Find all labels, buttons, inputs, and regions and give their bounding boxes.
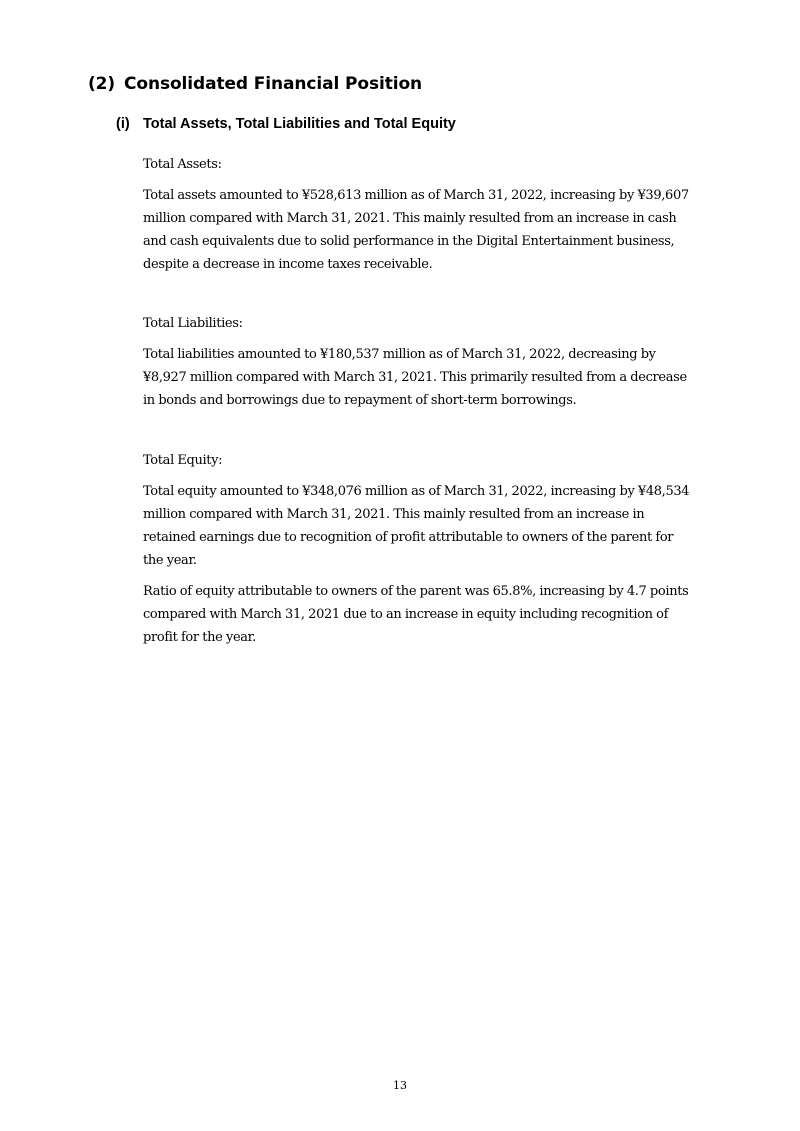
subsection-title: Total Assets, Total Liabilities and Total Equity — [143, 116, 456, 132]
total-liabilities-paragraph: Total liabilities amounted to ¥180,537 million as of March 31, 2022, decreasing by ¥8,927 million compared with March 31, 2021. This primarily resulted from a decrease in bonds and borrowings due to repayment of short-term borrowings. — [143, 347, 687, 408]
total-equity-paragraph: Total equity amounted to ¥348,076 million as of March 31, 2022, increasing by ¥48,534 million compared with March 31, 2021. This mainly resulted from an increase in retained earnings due to recognition of profit attributable to owners of the parent for the year. — [143, 484, 690, 568]
subsection-heading — [116, 116, 456, 132]
total-equity-section — [143, 449, 693, 649]
total-liabilities-label: Total Liabilities: — [143, 316, 243, 331]
total-equity-label: Total Equity: — [143, 453, 223, 468]
total-assets-label: Total Assets: — [143, 157, 222, 172]
total-liabilities-section — [143, 312, 693, 412]
total-assets-section — [143, 153, 693, 276]
section-heading — [88, 74, 422, 94]
subsection-number: (i) — [116, 116, 130, 132]
section-title: Consolidated Financial Position — [124, 74, 423, 94]
page-number: 13 — [393, 1079, 407, 1092]
section-number: (2) — [88, 74, 116, 94]
total-assets-paragraph: Total assets amounted to ¥528,613 million as of March 31, 2022, increasing by ¥39,607 million compared with March 31, 2021. This mainly resulted from an increase in cash and cash equivalents due to solid performance in the Digital Entertainment business, despite a decrease in income taxes receivable. — [143, 188, 689, 272]
equity-ratio-paragraph: Ratio of equity attributable to owners of the parent was 65.8%, increasing by 4.7 points compared with March 31, 2021 due to an increase in equity including recognition of profit for the year. — [143, 584, 689, 645]
